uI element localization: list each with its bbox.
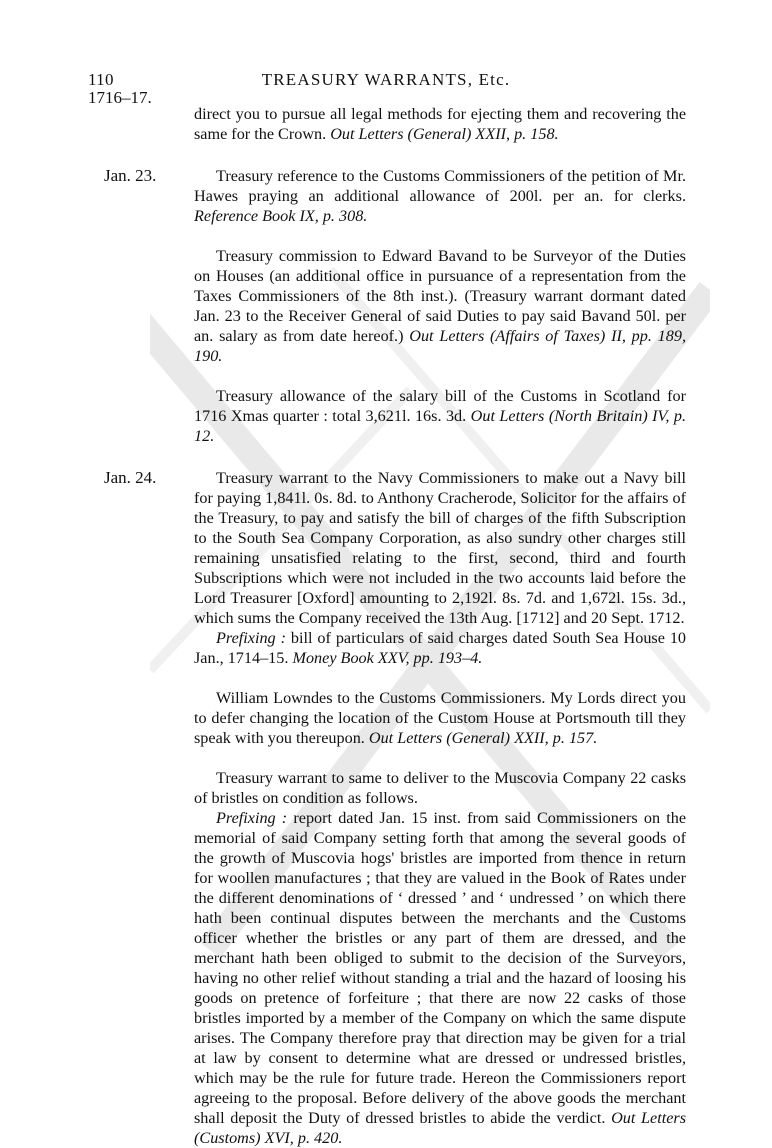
entry-body: Treasury warrant to the Navy Commissioners to make out a Navy bill for paying 1,841l. 0s. 8d. to Anthony Cracherode, Solicitor for the affairs of the Treasury, to pay and satisfy the bill of charges of the fifth Subscription to the South Sea Company Corporation, as also sundry other charges still remaining unsatisfied relating to the first, second, third and fourth Subscriptions which were not included in the two accounts laid before the Lord Treasurer [Oxford] amounting to 2,192l. 8s. 7d. and 1,672l. 15s. 3d., which sums the Company received the 13th Aug. [1712] and 20 Sept. 1712. bbox=[194, 469, 686, 627]
entry-date: Jan. 23. bbox=[104, 166, 157, 185]
entry-reference: Out Letters (General) XXII, p. 157. bbox=[368, 729, 598, 747]
entry-body: direct you to pursue all legal methods for ejecting them and recovering the same for the Crown. bbox=[194, 105, 686, 143]
entry-lowndes-letter bbox=[0, 688, 772, 748]
entry-navy-bill bbox=[0, 468, 772, 668]
entry-text bbox=[194, 104, 686, 144]
entry-text bbox=[194, 166, 686, 226]
entry-reference: Out Letters (Customs) XVI, p. 420. bbox=[194, 1109, 686, 1147]
prefixing-text: report dated Jan. 15 inst. from said Commissioners on the memorial of said Company setting forth that among the several goods of the growth of Muscovia hogs' bristles are imported from thence in return for woollen manufactures ; that they are valued in the Book of Rates under the different denominations of ‘ dressed ’ and ‘ undressed ’ on which there hath been continual disputes between the merchants and the Customs officer whether the bristles or any part of them are dressed, and the merchant hath been obliged to submit to the decision of the Surveyors, having no other relief without standing a trial and the hazard of loosing his goods on pretence of forfeiture ; that there are now 22 casks of those bristles imported by a member of the Company on which the same dispute arises. The Company therefore pray that direction may be given for a trial at law by consent to determine what are dressed or undressed bristles, which may be the rule for future trade. Hereon the Commissioners report agreeing to the proposal. Before delivery of the above goods the merchant shall deposit the Duty of dressed bristles to abide the verdict. bbox=[194, 809, 687, 1127]
page-number: 110 bbox=[88, 70, 114, 89]
entry-reference: Out Letters (North Britain) IV, p. 12. bbox=[194, 407, 687, 445]
entry-date: Jan. 24. bbox=[104, 468, 157, 487]
entry-reference: Money Book XXV, pp. 193–4. bbox=[292, 649, 483, 667]
entry-body: Treasury warrant to same to deliver to the Muscovia Company 22 casks of bristles on condition as follows. bbox=[194, 769, 686, 807]
entry-ejecting-continuation bbox=[0, 104, 772, 144]
prefixing-text: bill of particulars of said charges dated South Sea House 10 Jan., 1714–15. bbox=[194, 629, 687, 667]
running-title: TREASURY WARRANTS, Etc. bbox=[261, 70, 511, 89]
entry-body: Treasury reference to the Customs Commissioners of the petition of Mr. Hawes praying an additional allowance of 200l. per an. for clerks. bbox=[194, 167, 686, 205]
entries-list bbox=[0, 104, 772, 1148]
entry-muscovia-bristles bbox=[0, 768, 772, 1148]
entry-scotland-salary bbox=[0, 386, 772, 446]
prefixing-label: Prefixing : bbox=[216, 809, 288, 827]
prefixing-paragraph bbox=[194, 628, 686, 668]
prefixing-paragraph bbox=[194, 808, 686, 1148]
entry-body: William Lowndes to the Customs Commissioners. My Lords direct you to defer changing the location of the Custom House at Portsmouth till they speak with you thereupon. bbox=[194, 689, 686, 747]
entry-bavand-commission bbox=[0, 246, 772, 366]
entry-reference: Reference Book IX, p. 308. bbox=[194, 207, 368, 225]
entry-hawes-petition bbox=[0, 166, 772, 226]
entry-body: Treasury allowance of the salary bill of the Customs in Scotland for 1716 Xmas quarter : total 3,621l. 16s. 3d. bbox=[194, 387, 686, 425]
margin-year: 1716–17. bbox=[88, 88, 152, 107]
entry-reference: Out Letters (Affairs of Taxes) II, pp. 189, 190. bbox=[194, 327, 686, 365]
entry-text bbox=[194, 246, 686, 366]
entry-text bbox=[194, 468, 686, 668]
entry-body: Treasury commission to Edward Bavand to be Surveyor of the Duties on Houses (an additional office in pursuance of a representation from the Taxes Commissioners of the 8th inst.). (Treasury warrant dormant dated Jan. 23 to the Receiver General of said Duties to pay said Bavand 50l. per an. salary as from date hereof.) bbox=[194, 247, 686, 345]
entry-reference: Out Letters (General) XXII, p. 158. bbox=[330, 125, 559, 143]
entry-text bbox=[194, 688, 686, 748]
prefixing-label: Prefixing : bbox=[216, 629, 286, 647]
entry-text bbox=[194, 768, 686, 1148]
entry-text bbox=[194, 386, 686, 446]
